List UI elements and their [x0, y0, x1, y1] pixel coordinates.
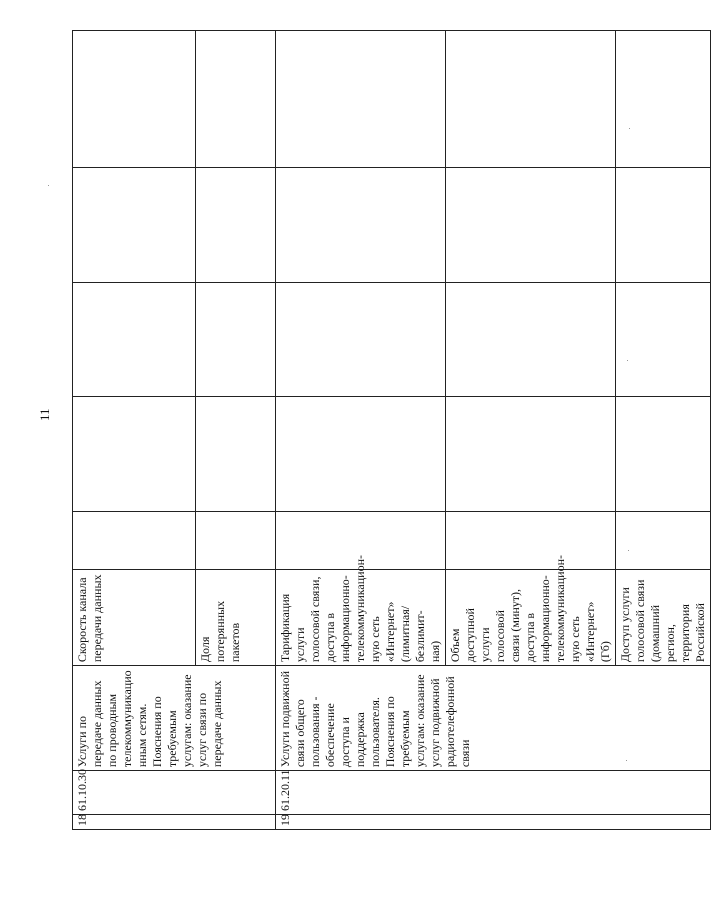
indicator-text-line: информационно-	[338, 575, 352, 663]
indicator-text-line: Доступ услуги	[618, 587, 632, 663]
service-text-line: пользователя.	[368, 697, 382, 768]
code-cell	[276, 771, 711, 815]
service-text-line: требуемым	[398, 710, 412, 768]
indicator-text-line: (лимитная/безлимит-	[398, 605, 427, 663]
service-text-line: услуг подвижной	[428, 678, 442, 768]
empty-cell	[446, 511, 616, 569]
service-text-line: услугам: оказание	[180, 674, 194, 768]
service-text-line: пользования -	[308, 696, 322, 768]
row-number-cell	[276, 815, 711, 830]
service-text-line: связи общего	[293, 699, 307, 768]
scan-dot	[628, 550, 629, 551]
indicator-text-line: услуги голосовой	[478, 610, 507, 663]
indicator-cell	[276, 555, 446, 665]
service-name-cell	[276, 666, 711, 771]
indicator-text-line: территория	[678, 604, 692, 663]
indicator-text-line: Доля потерянных	[198, 600, 227, 663]
empty-cell	[446, 397, 616, 512]
empty-cell	[446, 168, 616, 283]
service-text-line: Услуги подвижной	[278, 670, 292, 768]
empty-cell	[73, 511, 196, 569]
service-text-line: доступа и	[338, 717, 352, 768]
service-text-line: услугам: оказание	[413, 674, 427, 768]
service-text-line: услуг связи по	[195, 692, 209, 768]
empty-cell	[276, 31, 446, 168]
indicator-text-line: Объем доступной	[448, 608, 477, 663]
row-number: 19	[278, 814, 292, 826]
service-text-line: обеспечение	[323, 703, 337, 768]
empty-cell	[616, 397, 711, 512]
indicator-text-line: Тарификация услуги	[278, 593, 307, 663]
service-text-line: поддержка	[353, 712, 367, 768]
indicator-cell	[446, 555, 616, 665]
service-text-line: требуемым	[165, 710, 179, 768]
page-number: 11	[37, 408, 52, 421]
indicator-cell	[196, 569, 276, 665]
scan-dot	[626, 760, 627, 761]
indicator-text-line: (домашний регион,	[648, 604, 677, 663]
indicator-text-line: доступа в	[323, 612, 337, 663]
service-text-line: по проводным	[105, 693, 119, 768]
okpd-code: 61.10.30	[75, 769, 89, 812]
indicator-text-line: голосовой связи	[633, 579, 647, 663]
indicator-text-line: пакетов	[228, 622, 242, 663]
indicator-text-line: голосовой связи,	[308, 576, 322, 663]
empty-cell	[616, 282, 711, 397]
empty-cell	[276, 282, 446, 397]
empty-cell	[73, 397, 196, 512]
service-text-line: радиотелефонной	[443, 676, 457, 768]
service-text-line: нным сетям.	[135, 703, 149, 768]
requirements-table	[72, 30, 711, 830]
scan-dot	[48, 185, 49, 186]
empty-cell	[446, 31, 616, 168]
indicator-text-line: ную сеть «Интернет»	[368, 601, 397, 663]
indicator-text-line: Российской	[693, 603, 707, 663]
indicator-text-line: связи (минут),	[508, 588, 522, 663]
service-text-line: связи	[458, 739, 472, 768]
empty-cell	[276, 168, 446, 283]
scan-dot	[629, 128, 630, 129]
service-text-line: Пояснения по	[150, 696, 164, 768]
empty-cell	[196, 282, 276, 397]
empty-cell	[616, 31, 711, 168]
indicator-text-line: (Гб)	[598, 641, 612, 663]
indicator-text-line: доступа в	[523, 612, 537, 663]
indicator-text-line: ную сеть «Интернет»	[568, 601, 597, 663]
empty-cell	[616, 168, 711, 283]
empty-cell	[196, 168, 276, 283]
empty-cell	[196, 511, 276, 569]
empty-cell	[616, 511, 711, 569]
indicator-cell	[73, 569, 196, 665]
indicator-text-line: телекоммуникацион-	[353, 555, 367, 663]
empty-cell	[196, 397, 276, 512]
indicator-text-line: информационно-	[538, 575, 552, 663]
service-text-line: Пояснения по	[383, 696, 397, 768]
table-row-18	[73, 31, 196, 830]
service-text-line: передаче данных	[90, 680, 104, 768]
indicator-text-line: передачи данных	[90, 574, 104, 663]
empty-cell	[276, 397, 446, 512]
empty-cell	[73, 31, 196, 168]
row-number-cell	[73, 815, 276, 830]
table-row-19	[276, 31, 446, 830]
service-name-cell	[73, 666, 276, 771]
service-text-line: телекоммуникацио	[120, 670, 134, 768]
code-cell	[73, 771, 276, 815]
indicator-text-line: Скорость канала	[75, 577, 89, 663]
empty-cell	[73, 282, 196, 397]
scan-dot	[627, 360, 628, 361]
service-text-line: передаче данных	[210, 680, 224, 768]
indicator-text-line: ная)	[428, 640, 442, 663]
okpd-code: 61.20.11	[278, 769, 292, 812]
empty-cell	[73, 168, 196, 283]
row-number: 18	[75, 814, 89, 826]
service-text-line: Услуги по	[75, 715, 89, 768]
rotated-table-wrapper	[72, 30, 707, 830]
indicator-text-line: телекоммуникацион-	[553, 555, 567, 663]
empty-cell	[196, 31, 276, 168]
indicator-cell	[616, 569, 711, 665]
empty-cell	[446, 282, 616, 397]
